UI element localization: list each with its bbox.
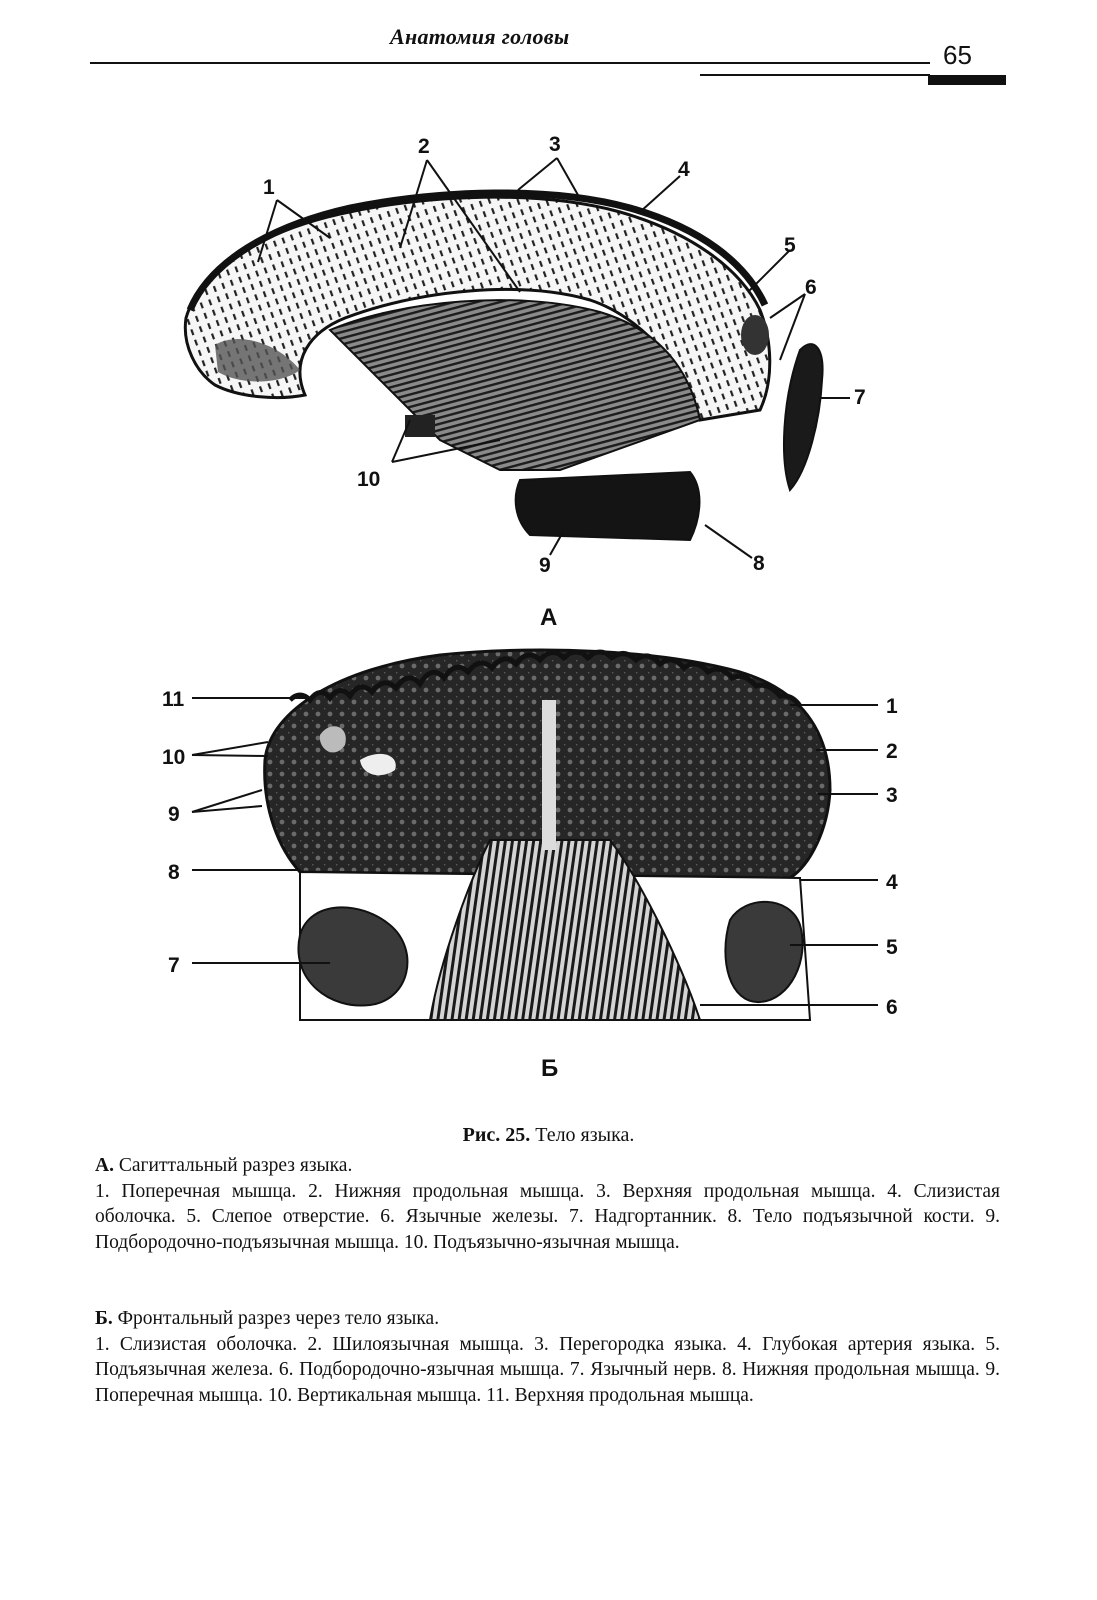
caption-b-letter: Б. (95, 1308, 113, 1329)
figure-title-text: Тело языка. (535, 1124, 635, 1146)
label-b-5: 5 (886, 936, 898, 959)
lingual-gland (741, 315, 769, 355)
caption-b-heading (95, 1306, 1000, 1332)
caption-a-title: Сагиттальный разрез языка. (118, 1155, 353, 1176)
label-b-8: 8 (168, 861, 180, 884)
label-a-10: 10 (357, 468, 381, 491)
figure-label: Рис. 25. (462, 1124, 531, 1146)
label-b-7: 7 (168, 954, 180, 977)
running-header-title: Анатомия головы (390, 24, 570, 49)
label-b-3: 3 (886, 784, 898, 807)
label-b-9: 9 (168, 803, 180, 826)
label-b-11: 11 (162, 688, 185, 711)
caption-a-letter: А. (95, 1155, 114, 1176)
caption-a-text: 1. Поперечная мышца. 2. Нижняя продольная мышца. 3. Верхняя продольная мышца. 4. Слизистая оболочка. 5. Слепое отверстие. 6. Язычные железы. 7. Надгортанник. 8. Тело подъязычной кости. 9. Подбородочно-подъязычная мышца. 10. Подъязычно-язычная мышца. (95, 1180, 1000, 1253)
label-b-6: 6 (886, 996, 898, 1019)
caption-a-heading (95, 1153, 1000, 1179)
label-b-10: 10 (162, 746, 186, 769)
label-a-9: 9 (539, 554, 551, 577)
epiglottis (784, 344, 823, 490)
label-a-7: 7 (854, 386, 866, 409)
label-a-2: 2 (418, 135, 430, 158)
label-b-4: 4 (886, 871, 898, 894)
panel-a-illustration (185, 193, 822, 540)
label-a-3: 3 (549, 133, 561, 156)
label-b-1: 1 (886, 695, 898, 718)
figure-title (0, 1124, 1097, 1147)
muscle-marker (405, 415, 435, 437)
page-number: 65 (943, 40, 972, 70)
panel-b-illustration (265, 650, 830, 1020)
caption-section-b (95, 1306, 1000, 1408)
caption-section-a (95, 1153, 1000, 1255)
hyoid-body (516, 472, 700, 540)
label-a-1: 1 (263, 176, 275, 199)
label-b-2: 2 (886, 740, 898, 763)
septum (542, 700, 556, 850)
label-a-6: 6 (805, 276, 817, 299)
label-a-4: 4 (678, 158, 690, 181)
label-a-5: 5 (784, 234, 796, 257)
caption-b-title: Фронтальный разрез через тело языка. (117, 1308, 440, 1329)
panel-b-letter: Б (541, 1055, 559, 1082)
caption-b-text: 1. Слизистая оболочка. 2. Шилоязычная мышца. 3. Перегородка языка. 4. Глубокая артерия языка. 5. Подъязычная железа. 6. Подбородочно-язычная мышца. 7. Язычный нерв. 8. Нижняя продольная мышца. 9. Поперечная мышца. 10. Вертикальная мышца. 11. Верхняя продольная мышца. (95, 1333, 1000, 1406)
label-a-8: 8 (753, 552, 765, 575)
panel-a-letter: А (540, 604, 558, 631)
